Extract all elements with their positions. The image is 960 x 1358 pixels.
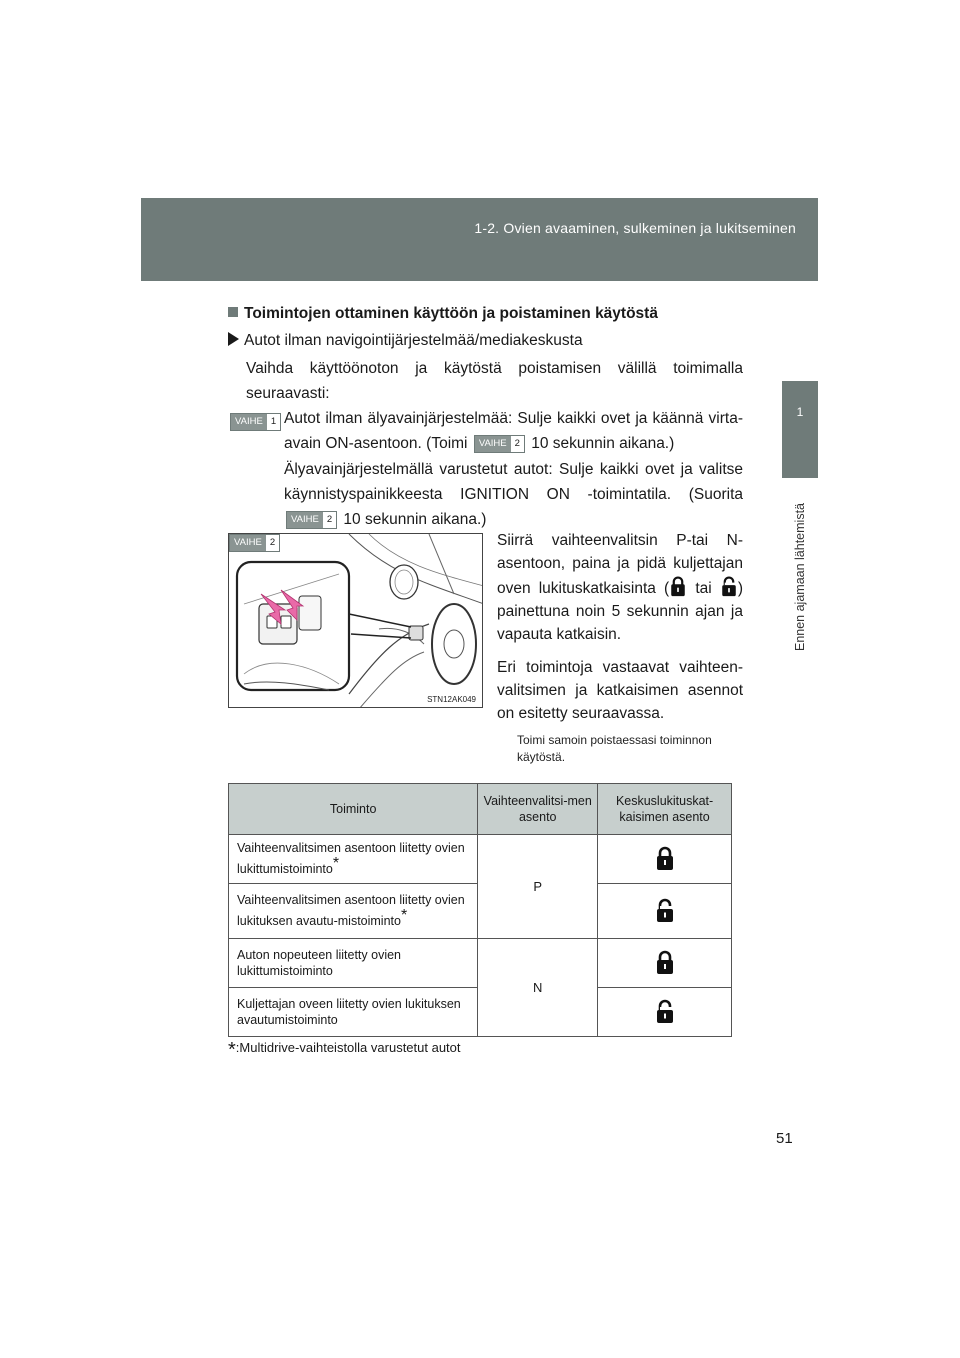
step-badge-number: 2: [511, 436, 524, 452]
table-row: [229, 939, 732, 988]
locked-icon: [655, 845, 675, 871]
step-1-para-2-a: Älyavainjärjestelmällä varustetut autot: Sulje kaikki ovet ja valitse käynnistyspainikkeesta IGNITION ON -toimintatila. (Suorita: [284, 461, 743, 503]
step-2-ref-badge: [286, 511, 337, 529]
step-badge-number: 2: [323, 512, 336, 528]
unlocked-icon: [655, 998, 675, 1024]
step-badge-number: 2: [266, 535, 279, 551]
step-2-para-1: [497, 529, 743, 646]
table-header-row: [229, 784, 732, 835]
chapter-tab: [782, 381, 818, 478]
lock-open-icon: [720, 575, 738, 597]
triangle-bullet-icon: [228, 332, 239, 346]
table-header-cell: Vaihteenvalitsi-men asento: [478, 784, 598, 835]
intro-paragraph: Vaihda käyttöönoton ja käytöstä poistamisen välillä toimimalla seuraavasti:: [246, 360, 743, 402]
table-cell-gear: P: [478, 835, 598, 939]
function-table: [228, 783, 732, 1037]
step-2-para-1-a: Siirrä vaihteenvalitsin P-tai N-asentoon, paina ja pidä kuljettajan oven lukituskatkaisinta (: [497, 532, 743, 597]
step-2-text: [497, 529, 743, 735]
step-1-para-2-b: 10 sekunnin aikana.): [343, 511, 487, 528]
step-badge-word: VAIHE: [475, 436, 511, 452]
chapter-side-label-wrap: [791, 492, 809, 662]
table-header-cell: Keskuslukituskat-kaisimen asento: [598, 784, 732, 835]
footnote-marker: *: [228, 1039, 236, 1061]
table-header-cell: Toiminto: [229, 784, 478, 835]
table-cell-lock: [598, 988, 732, 1037]
door-lock-switch-figure: [228, 533, 483, 708]
arrow-item: [228, 332, 583, 350]
figure-code: STN12AK049: [427, 695, 476, 704]
unlocked-icon: [655, 897, 675, 923]
locked-icon: [655, 949, 675, 975]
table-cell-lock: [598, 884, 732, 939]
car-interior-illustration: [229, 534, 483, 708]
step-1-para-1-b: 10 sekunnin aikana.): [531, 435, 675, 452]
footnote-text: :Multidrive-vaihteistolla varustetut autot: [235, 1040, 461, 1055]
note-text: Toimi samoin poistaessasi toiminnon käytöstä.: [517, 733, 712, 764]
step-badge-number: 1: [267, 414, 280, 430]
step-badge-word: VAIHE: [231, 414, 267, 430]
table-cell-function: [229, 835, 478, 884]
function-text: Vaihteenvalitsimen asentoon liitetty ovien lukituksen avautu-mistoiminto: [237, 893, 465, 929]
step-2-badge: [229, 534, 280, 552]
chapter-number: 1: [796, 405, 804, 419]
page-number: 51: [776, 1130, 793, 1147]
table-cell-function: [229, 884, 478, 939]
table-cell-lock: [598, 835, 732, 884]
step-badge-word: VAIHE: [287, 512, 323, 528]
table-cell-lock: [598, 939, 732, 988]
step-2-ref-badge: [474, 435, 525, 453]
table-cell-function: [229, 939, 478, 988]
table-cell-gear: N: [478, 939, 598, 1037]
step-1-text: [284, 406, 743, 533]
step-1-para-1-a: Autot ilman älyavainjärjestelmää: Sulje kaikki ovet ja käännä virta-avain ON-asentoon. (Toimi: [284, 410, 743, 452]
step-2-para-1-b: ) painettuna noin 5 sekunnin ajan ja vapauta katkaisin.: [497, 580, 743, 643]
table-cell-function: [229, 988, 478, 1037]
lock-closed-icon: [669, 575, 687, 597]
chapter-header-band: [141, 198, 818, 281]
step-2-para-2: Eri toimintoja vastaavat vaihteen-valitsimen ja katkaisimen asennot on esitetty seuraavassa.: [497, 659, 743, 722]
function-text: Kuljettajan oveen liitetty ovien lukituksen avautumistoiminto: [237, 997, 461, 1027]
section-heading: [228, 305, 658, 323]
table-row: [229, 835, 732, 884]
section-title: 1-2. Ovien avaaminen, sulkeminen ja lukitseminen: [474, 220, 796, 236]
asterisk: *: [332, 855, 340, 873]
arrow-item-text: Autot ilman navigointijärjestelmää/mediakeskusta: [244, 332, 583, 349]
step-1-para-2: [284, 457, 743, 532]
asterisk: *: [400, 907, 408, 925]
step-2-para-1-tai: tai: [695, 580, 712, 597]
section-heading-text: Toimintojen ottaminen käyttöön ja poistaminen käytöstä: [244, 305, 658, 322]
function-text: Vaihteenvalitsimen asentoon liitetty ovien lukittumistoiminto: [237, 841, 465, 877]
step-1-badge: [228, 413, 283, 431]
square-bullet-icon: [228, 307, 238, 317]
step-badge-word: VAIHE: [230, 535, 266, 551]
step-1-para-1: [284, 406, 743, 456]
footnote: [228, 1039, 461, 1062]
chapter-side-label: Ennen ajamaan lähtemistä: [793, 502, 807, 652]
function-text: Auton nopeuteen liitetty ovien lukittumistoiminto: [237, 948, 402, 978]
